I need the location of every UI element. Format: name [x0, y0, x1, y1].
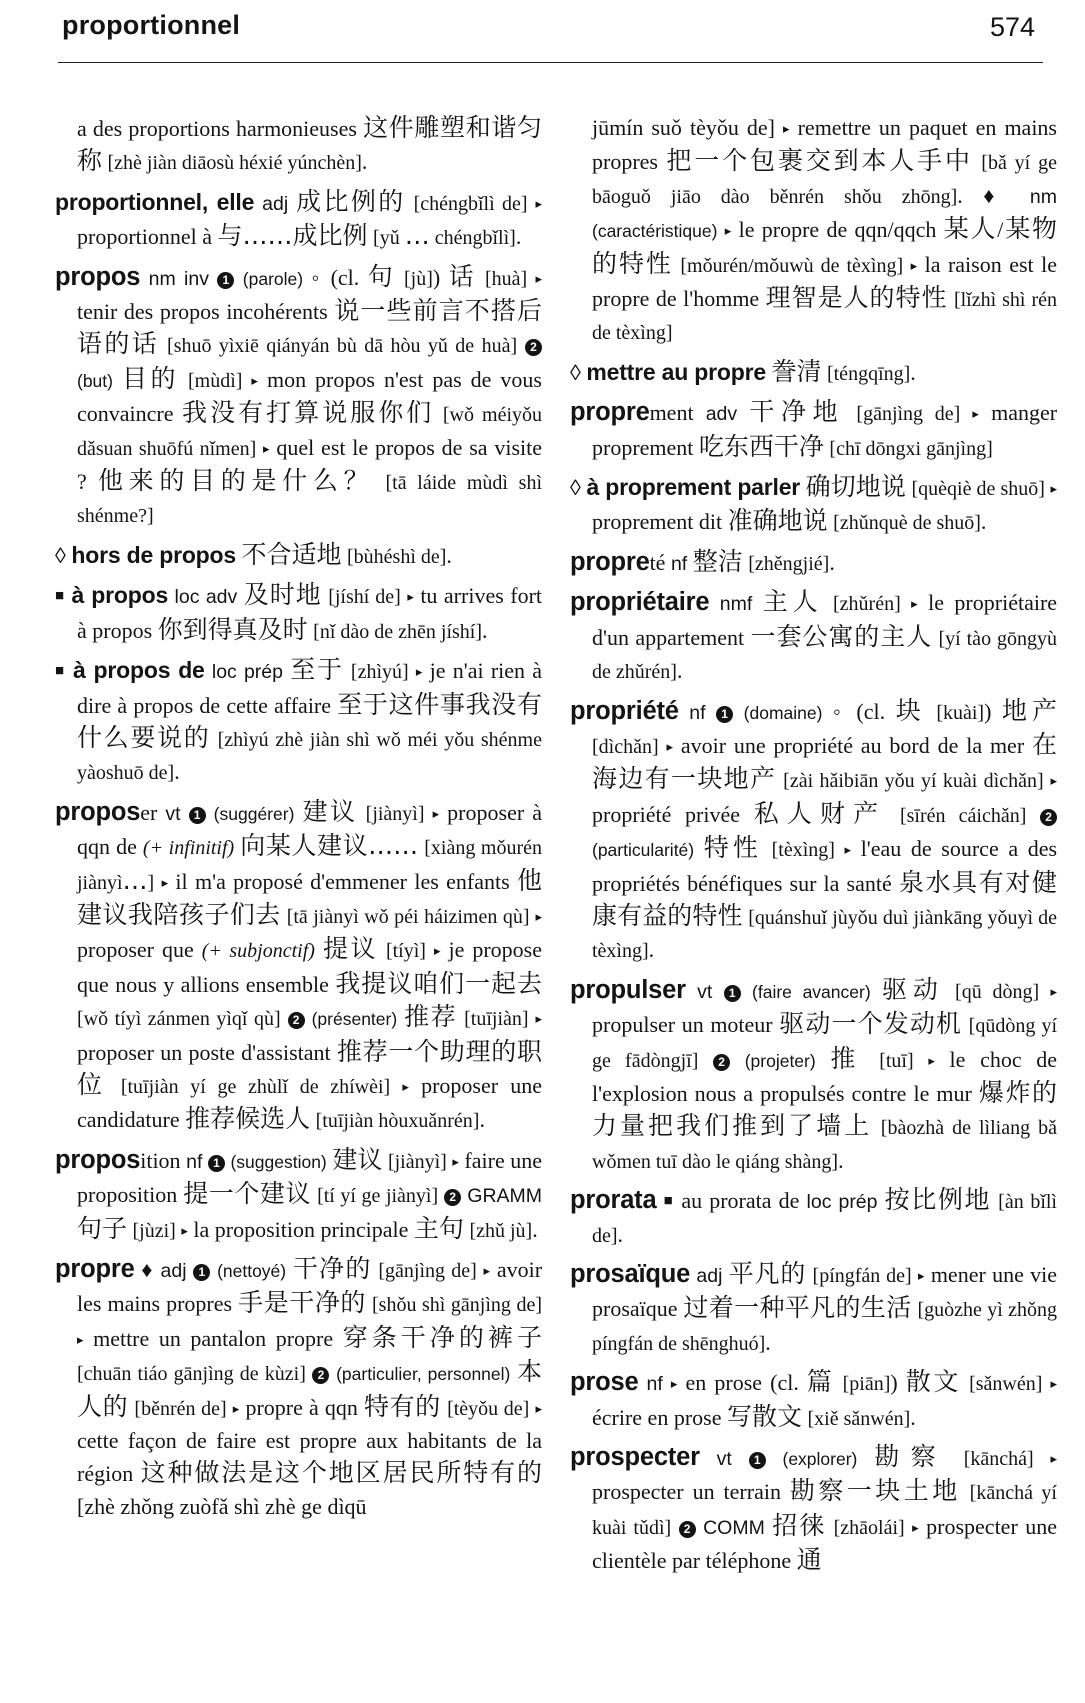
- entry-prose: prose nf ▸ en prose (cl. 篇 [piān]) 散文 [sǎnwén] ▸ écrire en prose 写散文 [xiě sǎnwén].: [570, 1367, 1058, 1431]
- phrase-hors-de-propos: ◊ hors de propos 不合适地 [bùhéshì de].: [55, 539, 452, 569]
- entry-proprete: propreté nf 整洁 [zhěngjié].: [570, 546, 835, 576]
- entry-propulser: propulser vt 1 (faire avancer) 驱动 [qū dòng] ▸ propulser un moteur 驱动一个发动机 [qūdòng yí ge fādòngjī] 2 (projeter) 推 [tuī] ▸ le choc de l'explosion nous a propulsés contre le mur 爆炸的力量把我们推到了墙上 [bàozhà de lìliang bǎ wǒmen tuī dào le qiáng shàng].: [570, 974, 1058, 1173]
- entry-proprement: proprement adv 干净地 [gānjìng de] ▸ manger proprement 吃东西干净 [chī dōngxi gānjìng]: [570, 397, 1058, 461]
- entry-propos: propos nm inv 1 (parole) ◦ (cl. 句 [jù]) 话 [huà] ▸ tenir des propos incohérents 说一些前言不搭后语的话 [shuō yìxiē qiányán bù dā hòu yǔ de huà] 2 (but) 目的 [mùdì] ▸ mon propos n'est pas de vous convaincre 我没有打算说服你们 [wǒ méiyǒu dǎsuan shuōfú nǐmen] ▸ quel est le propos de sa visite ? 他来的目的是什么？ [tā láide mùdì shì shénme?]: [55, 261, 543, 528]
- guide-word: proportionnel: [62, 10, 241, 40]
- subentry-a-propos-de: ■ à propos de loc prép 至于 [zhìyú] ▸ je n'ai rien à dire à propos de cette affaire 至于这件事我没有什么要说的 [zhìyú zhè jiàn shì wǒ méi yǒu shénme yàoshuō de].: [55, 655, 543, 785]
- entry-prosaique: prosaïque adj 平凡的 [píngfán de] ▸ mener une vie prosaïque 过着一种平凡的生活 [guòzhe yì zhǒng píngfán de shēnghuó].: [570, 1259, 1058, 1355]
- entry-propriete: propriété nf 1 (domaine) ◦ (cl. 块 [kuài]) 地产 [dìchǎn] ▸ avoir une propriété au bord de la mer 在海边有一块地产 [zài hǎibiān yǒu yí kuài dìchǎn] ▸ propriété privée 私人财产 [sīrén cáichǎn] 2 (particularité) 特性 [tèxìng] ▸ l'eau de source a des propriétés bénéfiques sur la santé 泉水具有对健康有益的特性 [quánshuǐ jùyǒu duì jiànkāng yǒuyì de tèxìng].: [570, 695, 1058, 963]
- phrase-a-proprement-parler: ◊ à proprement parler 确切地说 [quèqiè de shuō] ▸ proprement dit 准确地说 [zhǔnquè de shuō].: [570, 472, 1058, 536]
- entry-proportionnel: proportionnel, elle adj 成比例的 [chéngbǐlì de] ▸ proportionnel à 与……成比例 [yǔ … chéngbǐlì].: [55, 186, 543, 251]
- entry-continuation: a des proportions harmonieuses 这件雕塑和谐匀称 [zhè jiàn diāosù héxié yúnchèn].: [77, 113, 542, 176]
- phrase-mettre-au-propre: ◊ mettre au propre 誊清 [téngqīng].: [570, 356, 916, 386]
- right-column: [570, 90, 1057, 1584]
- page-number: 574: [989, 12, 1035, 42]
- subentry-a-propos: ■ à propos loc adv 及时地 [jíshí de] ▸ tu arrives fort à propos 你到得真及时 [nǐ dào de zhēn jíshí].: [55, 580, 543, 644]
- entry-prospecter: prospecter vt 1 (explorer) 勘察 [kānchá] ▸ prospecter un terrain 勘察一块土地 [kānchá yí kuài tǔdì] 2 COMM 招徕 [zhāolái] ▸ prospecter une clientèle par téléphone 通: [570, 1442, 1058, 1575]
- entry-proposer: proposer vt 1 (suggérer) 建议 [jiànyì] ▸ proposer à qqn de (+ infinitif) 向某人建议…… [xiàng mǒurén jiànyì…] ▸ il m'a proposé d'emmener les enfants 他建议我陪孩子们去 [tā jiànyì wǒ péi háizimen qù] ▸ proposer que (+ subjonctif) 提议 [tíyì] ▸ je propose que nous y allions ensemble 我提议咱们一起去 [wǒ tíyì zánmen yìqǐ qù] 2 (présenter) 推荐 [tuījiàn] ▸ proposer un poste d'assistant 推荐一个助理的职位 [tuījiàn yí ge zhùlǐ de zhíwèi] ▸ proposer une candidature 推荐候选人 [tuījiàn hòuxuǎnrén].: [55, 796, 543, 1134]
- left-column: [55, 90, 542, 1529]
- entry-proposition: proposition nf 1 (suggestion) 建议 [jiànyì] ▸ faire une proposition 提一个建议 [tí yí ge jiànyì] 2 GRAMM 句子 [jùzi] ▸ la proposition principale 主句 [zhǔ jù].: [55, 1144, 543, 1243]
- entry-proprietaire: propriétaire nmf 主人 [zhǔrén] ▸ le propriétaire d'un appartement 一套公寓的主人 [yí tào gōngyù de zhǔrén].: [570, 587, 1058, 684]
- page-header: [58, 6, 1043, 63]
- entry-prorata: prorata ■ au prorata de loc prép 按比例地 [àn bǐlì de].: [570, 1185, 1057, 1247]
- entry-propre: propre ♦ adj 1 (nettoyé) 干净的 [gānjìng de] ▸ avoir les mains propres 手是干净的 [shǒu shì gānjìng de] ▸ mettre un pantalon propre 穿条干净的裤子 [chuān tiáo gānjìng de kùzi] 2 (particulier, personnel) 本人的 [běnrén de] ▸ propre à qqn 特有的 [tèyǒu de] ▸ cette façon de faire est propre aux habitants de la région 这种做法是这个地区居民所特有的 [zhè zhǒng zuòfǎ shì zhè ge dìqū: [55, 1254, 543, 1519]
- entry-propre-continued: jūmín suǒ tèyǒu de] ▸ remettre un paquet en mains propres 把一个包裹交到本人手中 [bǎ yí ge bāoguǒ jiāo dào běnrén shǒu zhōng]. ♦ nm (caractéristique) ▸ le propre de qqn/qqch 某人/某物的特性 [mǒurén/mǒuwù de tèxìng] ▸ la raison est le propre de l'homme 理智是人的特性 [lǐzhì shì rén de tèxìng]: [592, 115, 1057, 345]
